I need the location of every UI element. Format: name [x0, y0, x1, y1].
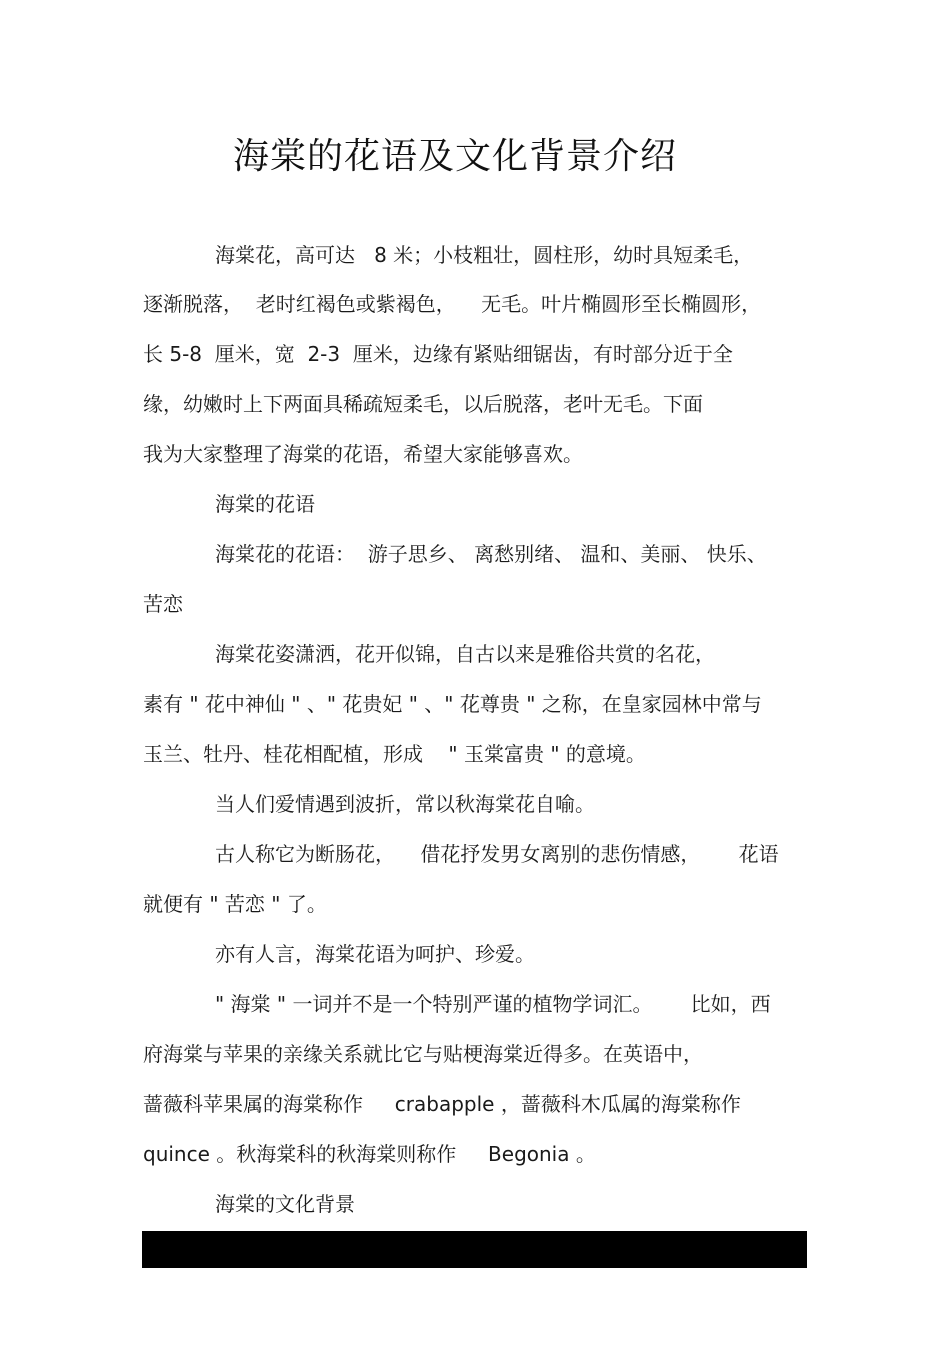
paragraph-line: 海棠花，高可达 8 米；小枝粗壮，圆柱形，幼时具短柔毛， — [215, 243, 754, 267]
paragraph-line: 海棠花姿潇洒，花开似锦，自古以来是雅俗共赏的名花， — [215, 642, 715, 666]
paragraph-line: 素有 " 花中神仙 " 、" 花贵妃 " 、" 花尊贵 " 之称，在皇家园林中常与 — [143, 692, 762, 716]
document-title: 海棠的花语及文化背景介绍 — [232, 136, 677, 177]
paragraph-line: 当人们爱情遇到波折，常以秋海棠花自喻。 — [215, 792, 595, 816]
paragraph-line: 古人称它为断肠花， 借花抒发男女离别的悲伤情感， 花语 — [215, 842, 779, 866]
section-heading: 海棠的花语 — [215, 492, 315, 516]
paragraph-line: 蔷薇科苹果属的海棠称作 crabapple ，蔷薇科木瓜属的海棠称作 — [143, 1092, 741, 1116]
black-bar — [142, 1231, 807, 1268]
paragraph-line: 苦恋 — [143, 592, 183, 616]
paragraph-line: 长 5-8 厘米，宽 2-3 厘米，边缘有紧贴细锯齿，有时部分近于全 — [143, 342, 733, 366]
paragraph-line: quince 。秋海棠科的秋海棠则称作 Begonia 。 — [143, 1142, 596, 1166]
paragraph-line: 玉兰、牡丹、桂花相配植，形成 " 玉棠富贵 " 的意境。 — [143, 742, 646, 766]
paragraph-line: 缘，幼嫩时上下两面具稀疏短柔毛，以后脱落，老叶无毛。下面 — [143, 392, 703, 416]
paragraph-line: " 海棠 " 一词并不是一个特别严谨的植物学词汇。 比如，西 — [215, 992, 771, 1016]
paragraph-line: 我为大家整理了海棠的花语，希望大家能够喜欢。 — [143, 442, 583, 466]
paragraph-line: 府海棠与苹果的亲缘关系就比它与贴梗海棠近得多。在英语中， — [143, 1042, 703, 1066]
paragraph-line: 就便有 " 苦恋 " 了。 — [143, 892, 327, 916]
section-heading: 海棠的文化背景 — [215, 1192, 355, 1216]
paragraph-line: 亦有人言，海棠花语为呵护、珍爱。 — [215, 942, 535, 966]
paragraph-line: 逐渐脱落， 老时红褐色或紫褐色， 无毛。叶片椭圆形至长椭圆形， — [143, 292, 762, 316]
paragraph-line: 海棠花的花语： 游子思乡、 离愁别绪、 温和、美丽、 快乐、 — [215, 542, 767, 566]
